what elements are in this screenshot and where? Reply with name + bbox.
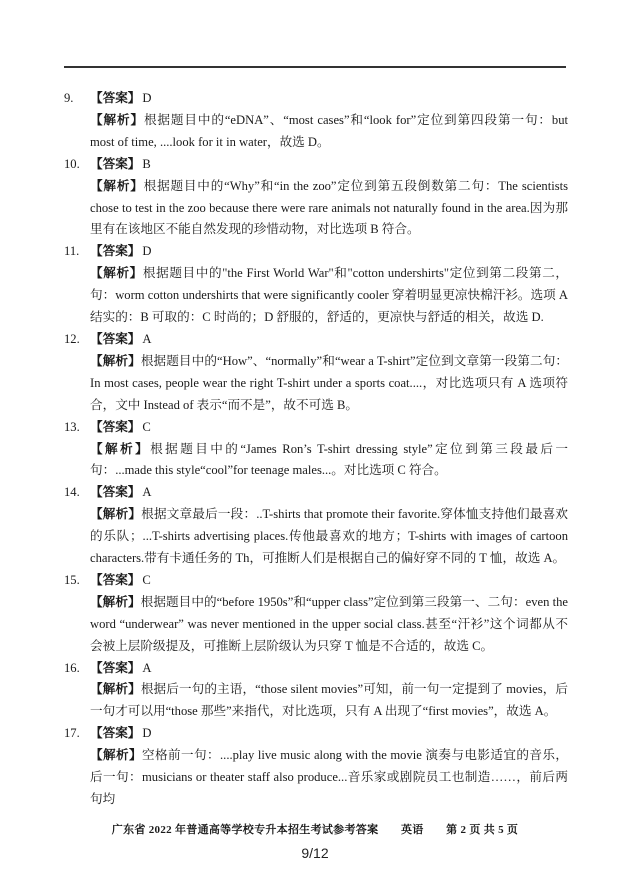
answer-value: C: [142, 419, 151, 434]
answer-label: 【答案】: [90, 244, 141, 259]
answer-label: 【答案】: [90, 419, 141, 434]
answer-label: 【答案】: [90, 660, 141, 675]
explanation-text: 空格前一句：....play live music along with the movie 演奏与电影适宜的音乐，后一句：musicians or theater staff also produce...音乐家或剧院员工也制造……，前后两句均: [90, 748, 569, 806]
answer-value: D: [142, 726, 152, 741]
explanation-text: 根据题目中的“James Ron’s T-shirt dressing style”定位到第三段最后一句：...made this style“cool”for teenage males...。对比选项 C 符合。: [90, 441, 568, 478]
answer-item-16: [64, 658, 568, 724]
explanation-label: 【解析】: [90, 441, 151, 456]
answer-item-15: [64, 570, 568, 658]
answer-list: [64, 88, 568, 811]
answer-item-10: [64, 154, 568, 242]
explanation-text: 根据题目中的“Why”和“in the zoo”定位到第五段倒数第二句：The scientists chose to test in the zoo because there were rare animals not naturally found in the area.因为那里有在该地区不能自然发现的珍惜动物，对比选项 B 符合。: [90, 178, 569, 237]
header-rule: [64, 66, 566, 68]
explanation-text: 根据文章最后一段：..T-shirts that promote their favorite.穿体恤支持他们最喜欢的乐队；...T-shirts advertising places.传他最喜欢的地方；T-shirts with images of cartoon characters.带有卡通任务的 Th，可推断人们是根据自己的偏好穿不同的 T 恤，故选 A。: [90, 507, 569, 566]
page-number: 9/12: [301, 845, 329, 861]
question-number: 15.: [64, 572, 80, 587]
answer-value: A: [142, 660, 152, 675]
question-number: 17.: [64, 726, 80, 741]
explanation-label: 【解析】: [90, 594, 141, 609]
answer-value: D: [142, 91, 152, 105]
answer-value: B: [142, 156, 151, 171]
answer-label: 【答案】: [90, 572, 141, 587]
explanation-text: 根据题目中的“before 1950s”和“upper class”定位到第三段第一、二句：even the word “underwear” was never mentioned in the upper social class.甚至“汗衫”这个词都从不会被上层阶级提及，可推断上层阶级认为只穿 T 恤是不合适的，故选 C。: [90, 594, 568, 653]
answer-value: A: [142, 331, 152, 346]
question-number: 10.: [64, 156, 80, 171]
explanation-text: 根据题目中的"the First World War"和"cotton undershirts"定位到第二段第二，句：worm cotton undershirts that were significantly cooler 穿着明显更凉快棉汗衫。选项 A 结实的：B 可取的：C 时尚的；D 舒服的，舒适的，更凉快与舒适的相关，故选 D.: [90, 266, 569, 325]
explanation-label: 【解析】: [90, 353, 141, 368]
answer-label: 【答案】: [90, 331, 141, 346]
answer-value: A: [142, 485, 152, 500]
question-number: 11.: [64, 244, 80, 259]
explanation-label: 【解析】: [90, 748, 143, 763]
answer-item-17: [64, 723, 568, 811]
answer-label: 【答案】: [90, 726, 141, 741]
answer-value: D: [142, 244, 152, 259]
page-footer: 广东省 2022 年普通高等学校专升本招生考试参考答案 英语 第 2 页 共 5 页: [111, 824, 519, 836]
answer-label: 【答案】: [90, 485, 141, 500]
explanation-label: 【解析】: [90, 266, 143, 281]
answer-value: C: [142, 572, 151, 587]
question-number: 9.: [64, 91, 74, 105]
question-number: 14.: [64, 485, 80, 500]
answer-item-14: [64, 482, 568, 570]
explanation-label: 【解析】: [90, 178, 144, 193]
answer-label: 【答案】: [90, 91, 141, 105]
explanation-text: 根据后一句的主语，“those silent movies”可知，前一句一定提到了 movies，后一句才可以用“those 那些”来指代，对比选项，只有 A 出现了“first movies”，故选 A。: [90, 682, 568, 719]
explanation-label: 【解析】: [90, 112, 144, 127]
explanation-text: 根据题目中的“eDNA”、“most cases”和“look for”定位到第四段第一句：but most of time, ....look for it in water，故选 D。: [90, 112, 568, 149]
answer-item-13: [64, 417, 568, 483]
question-number: 12.: [64, 331, 80, 346]
answer-item-9: [64, 88, 568, 154]
explanation-label: 【解析】: [90, 682, 141, 697]
explanation-text: 根据题目中的“How”、“normally”和“wear a T-shirt”定位到文章第一段第二句：In most cases, people wear the right T-shirt under a sports coat....，对比选项只有 A 选项符合，文中 Instead of 表示“而不是”，故不可选 B。: [90, 353, 568, 412]
answer-item-11: [64, 241, 568, 329]
answer-item-12: [64, 329, 568, 417]
question-number: 13.: [64, 419, 80, 434]
question-number: 16.: [64, 660, 80, 675]
answer-label: 【答案】: [90, 156, 141, 171]
explanation-label: 【解析】: [90, 507, 142, 522]
